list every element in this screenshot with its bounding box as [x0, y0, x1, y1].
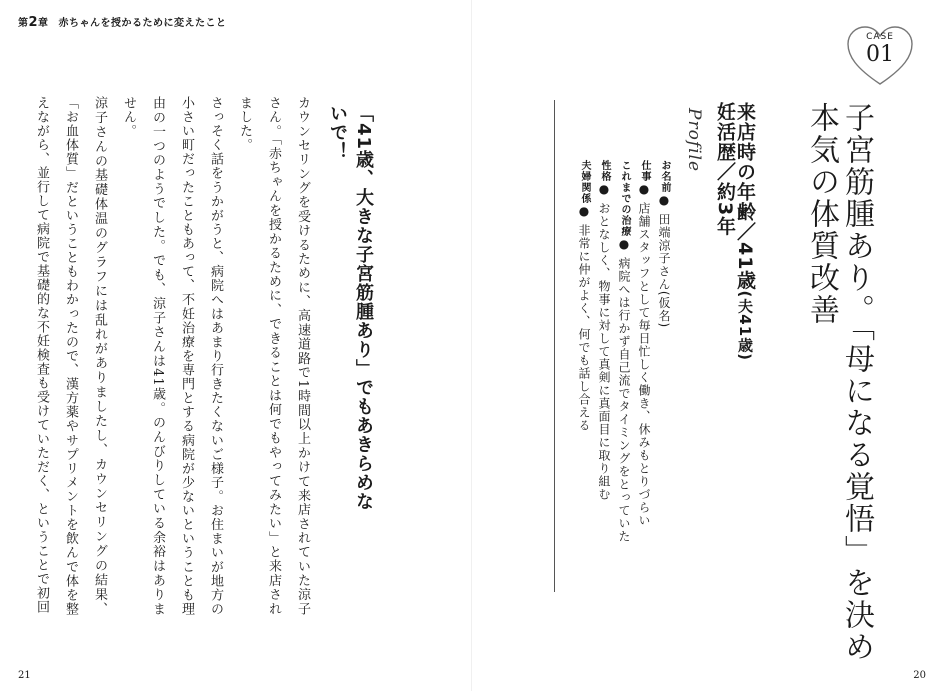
profile-item-value: ● 田端涼子さん(仮名) — [657, 193, 671, 329]
profile-item-value: ● 店舗スタッフとして毎日忙しく働き、休みもとりづらい — [637, 182, 651, 527]
chapter-title: 赤ちゃんを授かるために変えたこと — [58, 18, 227, 29]
profile-heading: Profile — [684, 108, 704, 173]
right-page — [472, 0, 944, 691]
stats-age-value: 41歳 — [734, 242, 756, 291]
chapter-header — [18, 14, 227, 30]
paragraph-1: カウンセリングを受けるために、高速道路で1時間以上かけて来店されていた涼子さん。「赤ちゃんを授かるために、できることは何でもやってみたい」と来店されました。 — [237, 96, 310, 616]
profile-divider — [554, 100, 555, 592]
case-title-line2: 本気の体質改善 — [804, 102, 839, 326]
chapter-suffix: 章 — [38, 18, 49, 29]
case-title-line1: 子宮筋腫あり。「母になる覚悟」を決め — [839, 102, 874, 663]
chapter-prefix: 第 — [18, 18, 29, 29]
paragraph-2: さっそく話をうかがうと、病院へはあまり行きたくないご様子。お住まいが地方の小さい町だったこともあって、不妊治療を専門とする病院が少ないということも理由の一つのようでした。でも、涼子さんは41歳。のんびりしている余裕はありません。 — [121, 96, 223, 616]
stats-age-label: 来店時の年齢／ — [734, 102, 756, 242]
profile-item-treatment — [616, 160, 633, 543]
case-label: CASE — [866, 32, 894, 42]
case-number: 01 — [866, 42, 894, 67]
profile-item-personality — [596, 160, 613, 501]
profile-item-label: 仕事 — [639, 160, 650, 182]
lead-heading: 「41歳、大きな子宮筋腫あり」でもあきらめないで！ — [327, 104, 374, 512]
profile-item-marriage — [576, 160, 593, 432]
profile-item-value: ● 非常に仲がよく、何でも話し合える — [577, 204, 591, 432]
profile-item-name — [656, 160, 673, 328]
profile-item-label: 性格 — [599, 160, 610, 182]
body-text — [0, 96, 317, 616]
page-number-left: 21 — [18, 670, 31, 681]
profile-item-value: ● 病院へは行かず自己流でタイミングをとっていた — [617, 237, 631, 543]
chapter-number: 2 — [28, 15, 39, 30]
profile-item-label: これまでの治療 — [619, 160, 630, 237]
paragraph-3: 涼子さんの基礎体温のグラフには乱れがありましたし、カウンセリングの結果、「お血体質」だということもわかったので、漢方薬やサプリメントを飲んで体を整えながら、並行して病院で基礎的な不妊検査も受けていただく、ということで初回 — [34, 96, 107, 616]
stats-history: 妊活歴／約3年 — [714, 102, 736, 237]
case-label-group — [846, 32, 914, 67]
profile-item-job — [636, 160, 653, 527]
stats-husband-age: (夫41歳) — [736, 290, 754, 362]
profile-item-label: お名前 — [659, 160, 670, 193]
profile-item-value: ● おとなしく、物事に対して真剣に真面目に取り組む — [597, 182, 611, 501]
page-number-right: 20 — [913, 670, 926, 681]
profile-item-label: 夫婦関係 — [579, 160, 590, 204]
